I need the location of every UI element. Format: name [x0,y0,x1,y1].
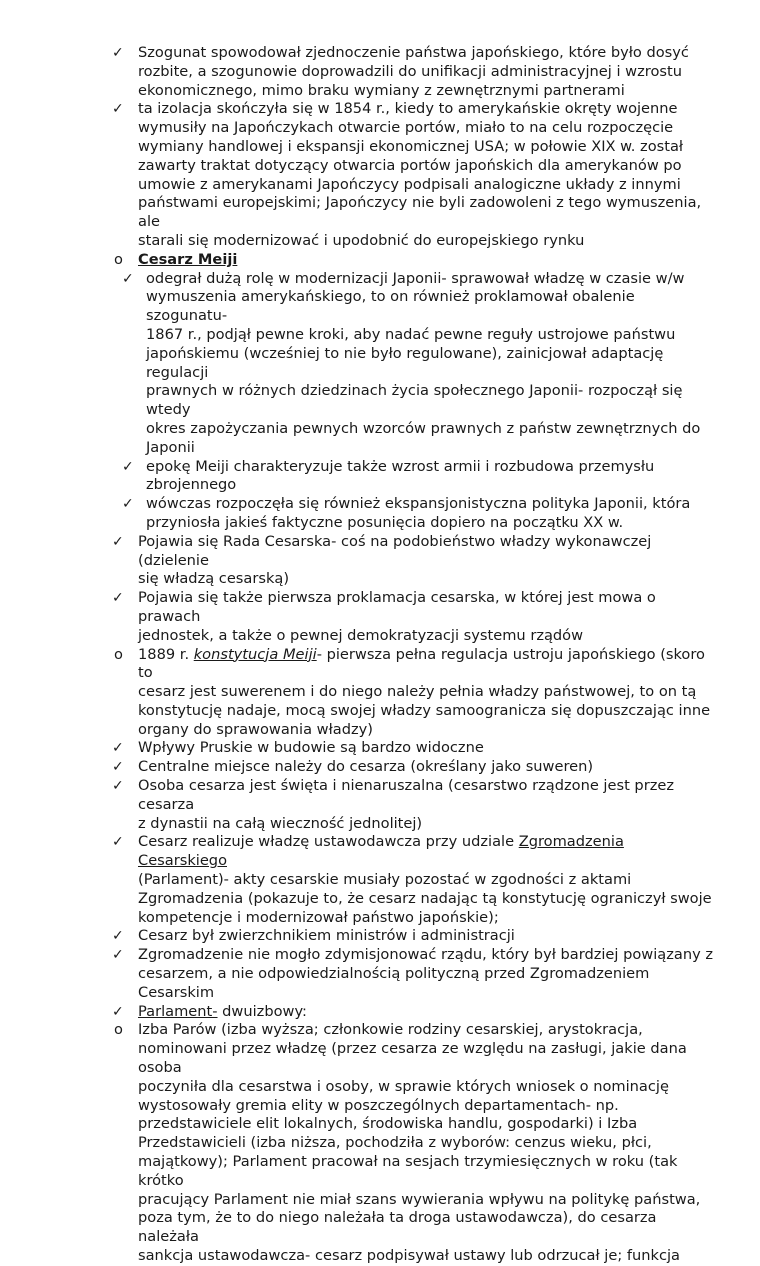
item-text: Szogunat spowodował zjednoczenie państwa japońskiego, które było dosyć rozbite, a szogunowie doprowadzili do unifikacji administracyjnej i wzrostu ekonomicznego, mimo braku wymiany z zewnętrznymi partnerami [138,44,689,99]
item-text-prefix: 1889 r. [138,645,194,663]
item-text: epokę Meiji charakteryzuje także wzrost armii i rozbudowa przemysłu zbrojennego [146,457,655,494]
circle-bullet-icon: o [114,645,123,663]
document-page [0,44,760,1266]
check-bullet-icon: ✓ [112,45,124,61]
list-item [0,589,714,645]
list-item [0,270,706,458]
item-text: Osoba cesarza jest święta i nienaruszalna (cesarstwo rządzone jest przez cesarza z dynastii na całą wieczność jednolitej) [138,777,674,832]
item-text-rest: dwuizbowy: [217,1002,307,1020]
check-bullet-icon: ✓ [112,1003,124,1020]
item-text [138,646,714,740]
parliament-term: Parlament- [138,1002,218,1020]
check-bullet-icon: ✓ [112,590,124,607]
circle-bullet-icon: o [114,1021,123,1039]
item-text: Pojawia się także pierwsza proklamacja cesarska, w której jest mowa o prawach jednostek, a także o pewnej demokratyzacji systemu rządów [138,589,656,644]
list-item [0,495,706,533]
item-text: Wpływy Pruskie w budowie są bardzo widoczne [138,739,484,757]
section-heading-item [0,251,714,270]
item-text: odegrał dużą rolę w modernizacji Japonii- sprawował władzę w czasie w/w wymuszenia amerykańskiego, to on również proklamował obalenie szogunatu- 1867 r., podjął pewne kroki, aby nadać pewne reguły ustrojowe państwu japońskiemu (wcześniej to nie było regulowane), zainicjował adaptację regulacji prawnych w różnych dziedzinach życia społecznego Japonii- rozpoczął się wtedy okres zapożyczania pewnych wzorców prawnych z państw zewnętrznych do Japonii [146,269,701,456]
list-item [0,946,714,1002]
check-bullet-icon: ✓ [122,458,134,475]
check-bullet-icon: ✓ [112,101,124,118]
item-text: ta izolacja skończyła się w 1854 r., kiedy to amerykańskie okręty wojenne wymusiły na Japończykach otwarcie portów, miało to na celu rozpoczęcie wymiany handlowej i ekspansji ekonomicznej USA; w połowie XIX w. został zawarty traktat dotyczący otwarcia portów japońskich dla amerykanów po umowie z amerykanami Japończycy podpisali analogiczne układy z innymi państwami europejskimi; Japończycy nie byli zadowoleni z tego wymuszenia, ale starali się modernizować i upodobnić do europejskiego rynku [138,100,702,249]
list-item [0,777,714,833]
section-heading: Cesarz Meiji [138,250,238,268]
check-bullet-icon: ✓ [112,928,124,945]
list-item [0,833,714,927]
item-text: Centralne miejsce należy do cesarza (określany jako suweren) [138,758,594,776]
list-item [0,1021,714,1265]
check-bullet-icon: ✓ [112,778,124,795]
item-text [138,1003,714,1022]
list-item [0,458,706,496]
item-text: wówczas rozpoczęła się również ekspansjonistyczna polityka Japonii, która przyniosła jakieś faktyczne posunięcia dopiero na początku XX w. [146,495,691,531]
list-item [0,739,714,758]
check-bullet-icon: ✓ [112,834,124,851]
list-item [0,646,714,740]
check-bullet-icon: ✓ [122,496,134,513]
list-item [0,758,714,777]
item-text: Zgromadzenie nie mogło zdymisjonować rządu, który był bardziej powiązany z cesarzem, a nie odpowiedzialnością polityczną przed Zgromadzeniem Cesarskim [138,946,714,1001]
list-item [0,44,714,100]
item-text-rest: (Parlament)- akty cesarskie musiały pozostać w zgodności z aktami Zgromadzenia (pokazuje to, że cesarz nadając tą konstytucję ograniczył swoje kompetencje i modernizował państwo japońskie); [138,871,712,926]
item-text-prefix: Cesarz realizuje władzę ustawodawcza przy udziale [138,833,519,851]
item-text-rest: - pierwsza pełna regulacja ustroju japońskiego (skoro to cesarz jest suwerenem i do niego należy pełnia władzy państwowej, to on tą konstytucję nadaje, mocą swojej władzy samoogranicza się dopuszczając inne organy do sprawowania władzy) [138,645,711,738]
item-text: Izba Parów (izba wyższa; członkowie rodziny cesarskiej, arystokracja, nominowani przez władzę (przez cesarza ze względu na zasługi, jakie dana osoba poczyniła dla cesarstwa i osoby, w sprawie których wniosek o nominację wystosowały gremia elity w poszczególnych departamentach- np. przedstawiciele elit lokalnych, środowiska handlu, gospodarki) i Izba Przedstawicieli (izba niższa, pochodziła z wyborów: cenzus wieku, płci, majątkowy); Parlament pracował na sesjach trzymiesięcznych w roku (tak krótko pracujący Parlament nie miał szans wywierania wpływu na politykę państwa, poza tym, że to do niego należała ta droga ustawodawcza), do cesarza należała sankcja ustawodawcza- cesarz podpisywał ustawy lub odrzucał je; funkcja [138,1021,701,1264]
item-text: Pojawia się Rada Cesarska- coś na podobieństwo władzy wykonawczej (dzielenie się władzą cesarską) [138,532,652,588]
check-bullet-icon: ✓ [112,533,124,550]
circle-bullet-icon: o [114,250,123,268]
check-bullet-icon: ✓ [122,270,134,287]
list-item [0,927,714,946]
check-bullet-icon: ✓ [112,740,124,757]
check-bullet-icon: ✓ [112,947,124,964]
check-bullet-icon: ✓ [112,759,124,776]
item-text: Cesarz był zwierzchnikiem ministrów i administracji [138,927,515,945]
list-item [0,1003,714,1022]
list-item [0,100,714,250]
constitution-term: konstytucja Meiji [193,645,317,663]
item-text [138,833,714,927]
list-item [0,533,714,589]
assembly-term: Zgromadzenia Cesarskiego [138,833,624,870]
